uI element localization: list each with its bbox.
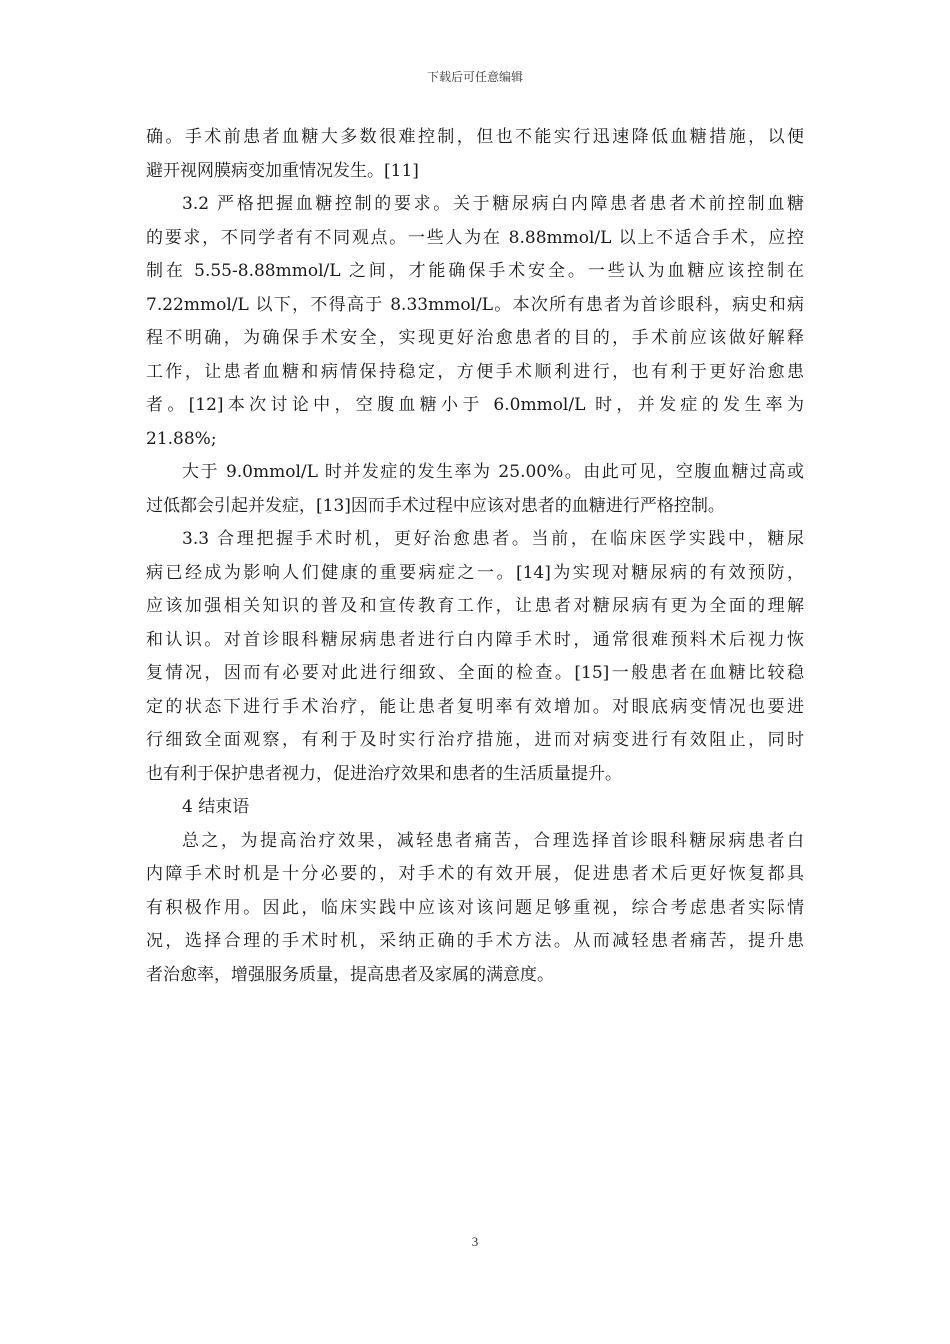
text-line: 确。手术前患者血糖大多数很难控制，但也不能实行迅速降低血糖措施，以便 bbox=[146, 127, 804, 147]
paragraph bbox=[146, 456, 804, 523]
text-line: 程不明确，为确保手术安全，实现更好治愈患者的目的，手术前应该做好解释 bbox=[146, 328, 804, 348]
text-line: 内障手术时机是十分必要的，对手术的有效开展，促进患者术后更好恢复都具 bbox=[146, 864, 804, 884]
section-heading-text: 4 结束语 bbox=[182, 797, 250, 817]
text-line: 3.3 合理把握手术时机，更好治愈患者。当前，在临床医学实践中，糖尿 bbox=[182, 529, 804, 549]
text-line: 3.2 严格把握血糖控制的要求。关于糖尿病白内障患者患者术前控制血糖 bbox=[182, 194, 804, 214]
text-line: 大于 9.0mmol/L 时并发症的发生率为 25.00%。由此可见，空腹血糖过高或 bbox=[182, 462, 804, 482]
paragraph-conclusion bbox=[146, 825, 804, 993]
section-heading bbox=[146, 791, 804, 825]
text-line: 况，选择合理的手术时机，采纳正确的手术方法。从而减轻患者痛苦，提升患 bbox=[146, 931, 804, 951]
text-line: 也有利于保护患者视力，促进治疗效果和患者的生活质量提升。 bbox=[146, 763, 622, 784]
text-line: 和认识。对首诊眼科糖尿病患者进行白内障手术时，通常很难预料术后视力恢 bbox=[146, 629, 804, 650]
paragraph-section-3-3 bbox=[146, 523, 804, 791]
page-number: 3 bbox=[471, 1234, 479, 1249]
text-line: 者治愈率，增强服务质量，提高患者及家属的满意度。 bbox=[146, 964, 554, 985]
text-line: 总之，为提高治疗效果，减轻患者痛苦，合理选择首诊眼科糖尿病患者白 bbox=[182, 830, 804, 851]
text-line: 复情况，因而有必要对此进行细致、全面的检查。[15]一般患者在血糖比较稳 bbox=[146, 663, 804, 683]
paragraph bbox=[146, 121, 804, 188]
text-line: 21.88%; bbox=[146, 428, 217, 449]
text-line: 工作，让患者血糖和病情保持稳定，方便手术顺利进行，也有利于更好治愈患 bbox=[146, 361, 804, 382]
text-line: 过低都会引起并发症，[13]因而手术过程中应该对患者的血糖进行严格控制。 bbox=[146, 495, 725, 516]
paragraph-section-3-2 bbox=[146, 188, 804, 456]
text-line: 行细致全面观察，有利于及时实行治疗措施，进而对病变进行有效阻止，同时 bbox=[146, 730, 804, 750]
text-line: 应该加强相关知识的普及和宣传教育工作，让患者对糖尿病有更为全面的理解 bbox=[146, 596, 804, 616]
page-header: 下载后可任意编辑 bbox=[426, 70, 523, 84]
text-line: 病已经成为影响人们健康的重要病症之一。[14]为实现对糖尿病的有效预防， bbox=[146, 562, 804, 583]
text-line: 制在 5.55-8.88mmol/L 之间，才能确保手术安全。一些认为血糖应该控制在 bbox=[146, 261, 804, 281]
text-line: 有积极作用。因此，临床实践中应该对该问题足够重视，综合考虑患者实际情 bbox=[146, 897, 804, 918]
text-line: 7.22mmol/L 以下，不得高于 8.33mmol/L。本次所有患者为首诊眼科，病史和病 bbox=[146, 294, 804, 315]
text-line: 者。[12]本次讨论中，空腹血糖小于 6.0mmol/L 时，并发症的发生率为 bbox=[146, 395, 804, 415]
text-line: 避开视网膜病变加重情况发生。[11] bbox=[146, 160, 419, 181]
text-line: 定的状态下进行手术治疗，能让患者复明率有效增加。对眼底病变情况也要进 bbox=[146, 696, 804, 717]
document-body bbox=[146, 121, 804, 992]
text-line: 的要求，不同学者有不同观点。一些人为在 8.88mmol/L 以上不适合手术，应控 bbox=[146, 227, 804, 248]
